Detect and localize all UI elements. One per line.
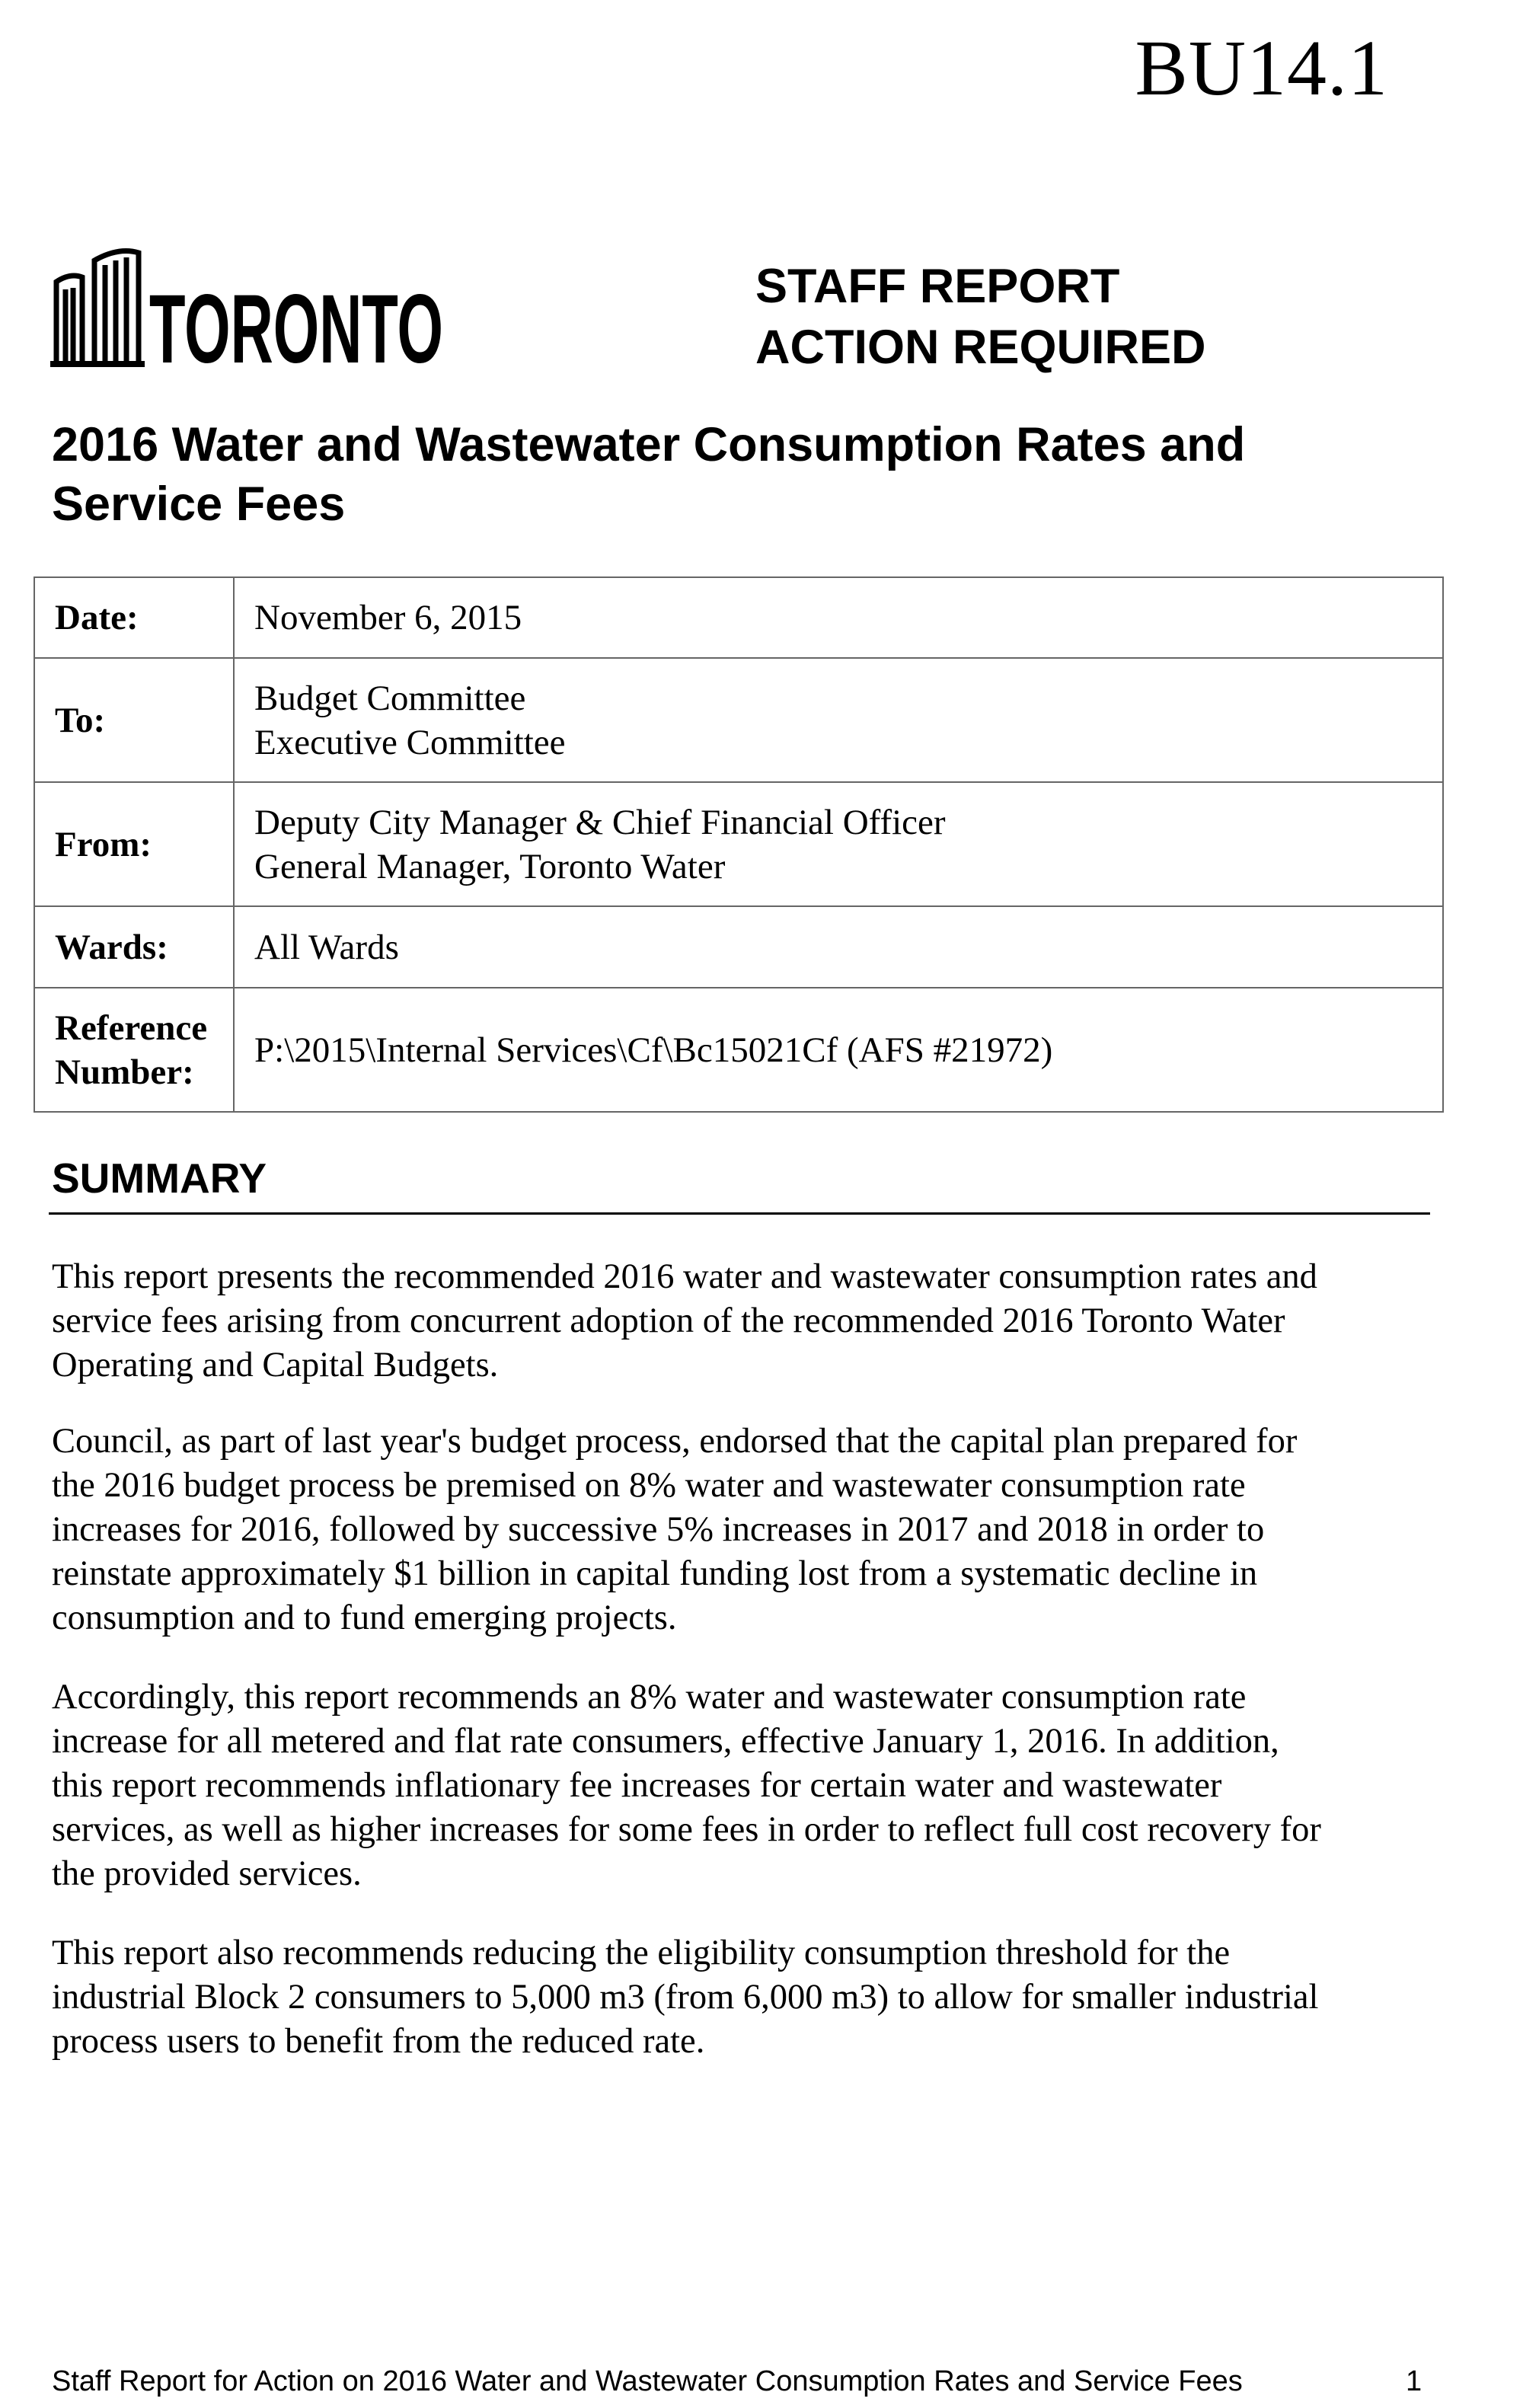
paragraph-line: Council, as part of last year's budget process, endorsed that the capital plan prepared for — [52, 1422, 1298, 1461]
report-info-table — [34, 576, 1444, 1113]
reference-label-line-1: Reference — [55, 1008, 208, 1048]
paragraph-line: services, as well as higher increases for some fees in order to reflect full cost recovery for — [52, 1810, 1321, 1849]
page-title-line-1: 2016 Water and Wastewater Consumption Rates and — [52, 418, 1246, 471]
paragraph-line: This report presents the recommended 2016 water and wastewater consumption rates and — [52, 1257, 1317, 1296]
summary-paragraph-3 — [52, 1675, 1445, 1896]
from-sender-2: General Manager, Toronto Water — [254, 846, 726, 886]
date-label: Date: — [34, 577, 234, 658]
wards-row — [34, 906, 1443, 988]
logo-wordmark: TORONTO — [149, 275, 443, 384]
to-row — [34, 658, 1443, 782]
to-recipient-1: Budget Committee — [254, 678, 526, 718]
reference-label — [34, 988, 234, 1112]
summary-paragraph-1 — [52, 1255, 1445, 1388]
wards-value: All Wards — [234, 906, 1443, 988]
paragraph-line: increase for all metered and flat rate consumers, effective January 1, 2016. In addition, — [52, 1722, 1279, 1761]
summary-heading: SUMMARY — [52, 1154, 267, 1202]
reference-row — [34, 988, 1443, 1112]
reference-value: P:\2015\Internal Services\Cf\Bc15021Cf (AFS #21972) — [234, 988, 1443, 1112]
wards-label: Wards: — [34, 906, 234, 988]
paragraph-line: This report also recommends reducing the eligibility consumption threshold for the — [52, 1934, 1231, 1972]
to-value — [234, 658, 1443, 782]
to-label: To: — [34, 658, 234, 782]
paragraph-line: this report recommends inflationary fee increases for certain water and wastewater — [52, 1766, 1222, 1805]
report-type-line-1: STAFF REPORT — [755, 260, 1120, 313]
report-type — [755, 256, 1206, 378]
paragraph-line: the provided services. — [52, 1854, 362, 1893]
paragraph-line: process users to benefit from the reduced rate. — [52, 2022, 705, 2061]
to-recipient-2: Executive Committee — [254, 722, 566, 762]
page-number: 1 — [1406, 2365, 1422, 2397]
from-label: From: — [34, 782, 234, 906]
from-sender-1: Deputy City Manager & Chief Financial Officer — [254, 802, 946, 842]
paragraph-line: the 2016 budget process be premised on 8% water and wastewater consumption rate — [52, 1466, 1246, 1505]
page-title — [52, 415, 1461, 534]
document-id: BU14.1 — [1135, 24, 1388, 112]
date-row — [34, 577, 1443, 658]
from-value — [234, 782, 1443, 906]
paragraph-line: reinstate approximately $1 billion in capital funding lost from a systematic decline in — [52, 1554, 1258, 1593]
toronto-logo — [50, 242, 446, 384]
from-row — [34, 782, 1443, 906]
reference-label-line-2: Number: — [55, 1052, 194, 1092]
summary-paragraph-4 — [52, 1931, 1445, 2064]
summary-paragraph-2 — [52, 1420, 1445, 1640]
paragraph-line: service fees arising from concurrent adoption of the recommended 2016 Toronto Water — [52, 1301, 1285, 1340]
page-title-line-2: Service Fees — [52, 477, 346, 531]
paragraph-line: Operating and Capital Budgets. — [52, 1346, 499, 1384]
paragraph-line: increases for 2016, followed by successive 5% increases in 2017 and 2018 in order to — [52, 1510, 1265, 1549]
report-type-line-2: ACTION REQUIRED — [755, 321, 1206, 374]
summary-divider — [49, 1212, 1430, 1215]
page-footer: Staff Report for Action on 2016 Water and Wastewater Consumption Rates and Service Fees — [52, 2365, 1243, 2397]
paragraph-line: consumption and to fund emerging projects. — [52, 1598, 677, 1637]
paragraph-line: Accordingly, this report recommends an 8% water and wastewater consumption rate — [52, 1678, 1247, 1717]
date-value: November 6, 2015 — [234, 577, 1443, 658]
paragraph-line: industrial Block 2 consumers to 5,000 m3 (from 6,000 m3) to allow for smaller industrial — [52, 1978, 1319, 2017]
